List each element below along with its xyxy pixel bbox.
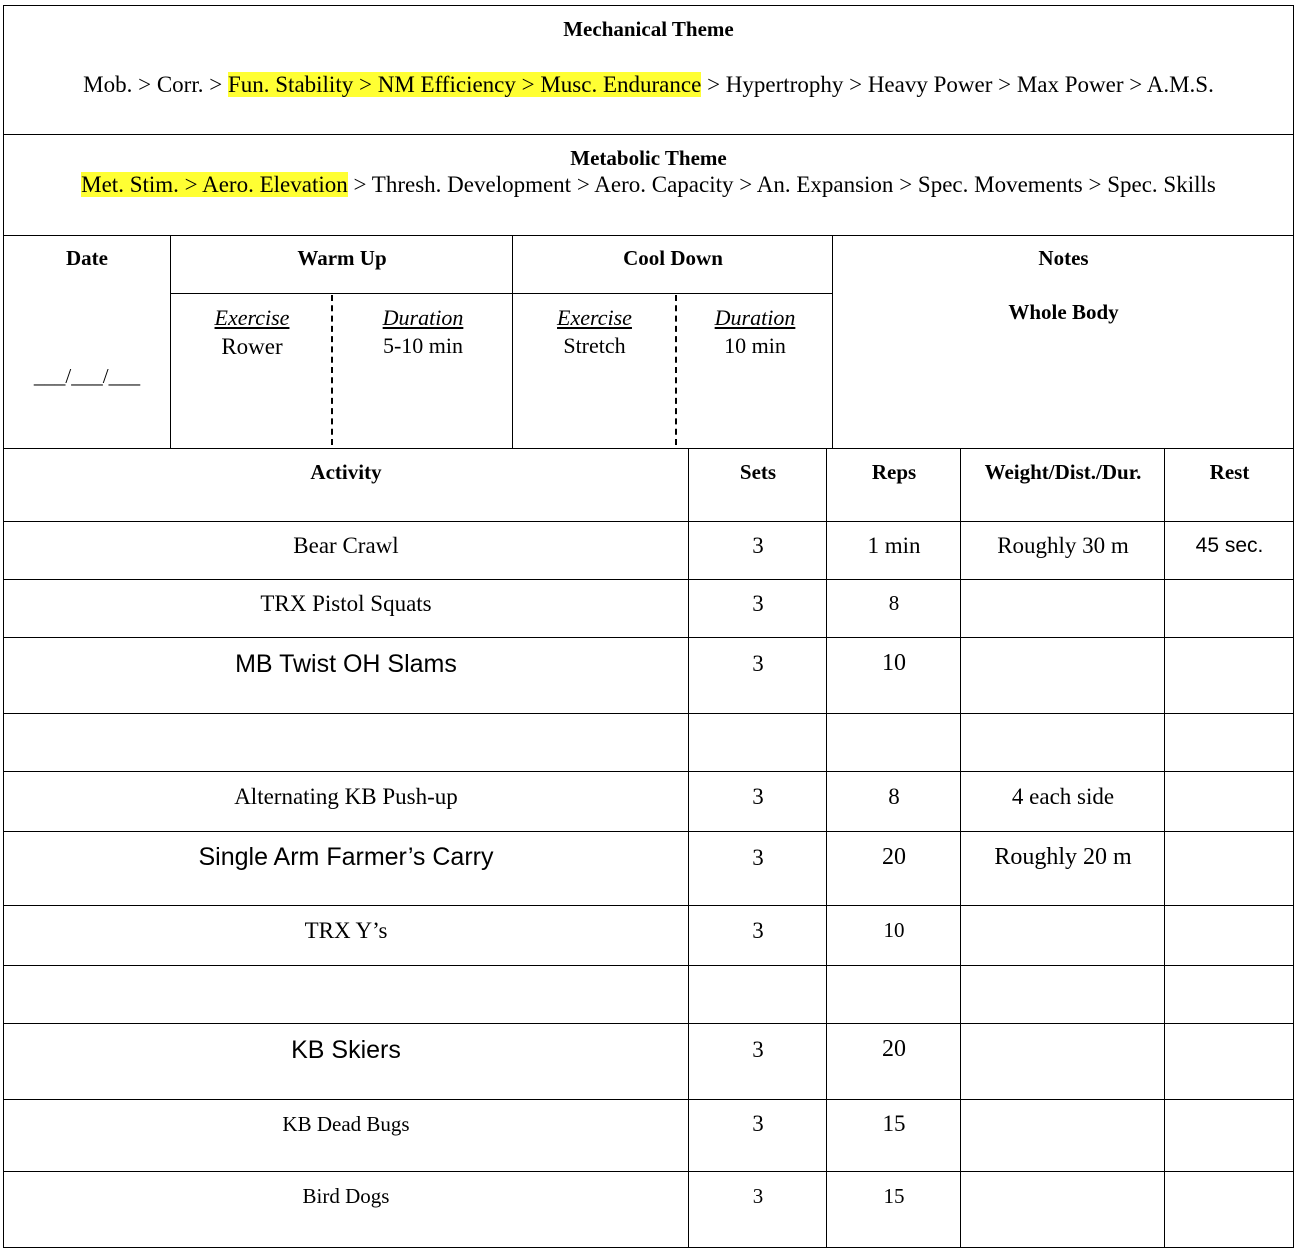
row-activity: TRX Pistol Squats — [260, 591, 432, 616]
mechanical-theme-sequence — [3, 72, 1294, 98]
row-sets: 3 — [752, 1037, 764, 1062]
col-header-activity: Activity — [310, 460, 382, 484]
row-sets: 3 — [752, 1111, 764, 1136]
mechanical-step: Heavy Power — [867, 72, 993, 97]
row-reps: 15 — [883, 1184, 905, 1208]
sequence-separator: > — [1123, 72, 1147, 97]
metabolic-step: Spec. Movements — [917, 172, 1083, 197]
row-sets: 3 — [752, 651, 764, 676]
mechanical-step: Hypertrophy — [725, 72, 844, 97]
row-rest: 45 sec. — [1195, 534, 1264, 557]
col-header-reps: Reps — [871, 460, 917, 484]
sequence-separator: > — [132, 72, 157, 97]
cooldown-label: Cool Down — [623, 246, 723, 270]
row-activity: TRX Y’s — [304, 918, 388, 943]
sequence-separator: > — [843, 72, 868, 97]
col-header-weight: Weight/Dist./Dur. — [984, 460, 1142, 484]
row-activity: KB Skiers — [291, 1036, 401, 1064]
mechanical-theme-title: Mechanical Theme — [563, 17, 734, 41]
cooldown-exercise-label: Exercise — [557, 305, 632, 330]
mechanical-step: Fun. Stability — [227, 72, 354, 97]
sequence-separator: > — [203, 72, 228, 97]
date-label: Date — [66, 246, 108, 270]
row-activity: Bird Dogs — [302, 1184, 390, 1208]
warmup-exercise: Rower — [221, 334, 283, 359]
metabolic-theme-sequence — [3, 172, 1294, 198]
row-reps: 15 — [882, 1111, 906, 1136]
mechanical-step: Musc. Endurance — [540, 72, 702, 97]
mechanical-step: Corr. — [156, 72, 204, 97]
mechanical-step: Mob. — [83, 72, 133, 97]
row-weight: Roughly 30 m — [997, 533, 1129, 558]
row-activity: Bear Crawl — [293, 533, 399, 558]
sequence-separator: > — [347, 172, 372, 197]
col-header-sets: Sets — [739, 460, 777, 484]
row-reps: 8 — [888, 784, 900, 809]
sequence-separator: > — [178, 172, 203, 197]
sequence-separator: > — [733, 172, 757, 197]
mechanical-highlighted-steps — [228, 72, 701, 97]
row-sets: 3 — [752, 533, 764, 558]
cooldown-exercise: Stretch — [563, 333, 626, 358]
row-weight: 4 each side — [1011, 784, 1115, 809]
sequence-separator: > — [701, 72, 726, 97]
sequence-separator: > — [571, 172, 595, 197]
warmup-label: Warm Up — [297, 246, 387, 270]
warmup-duration-label: Duration — [382, 305, 464, 330]
sequence-separator: > — [353, 72, 378, 97]
metabolic-step: Met. Stim. — [81, 172, 179, 197]
row-activity: Alternating KB Push-up — [234, 784, 458, 809]
row-weight: Roughly 20 m — [994, 844, 1132, 870]
metabolic-step: Spec. Skills — [1107, 172, 1216, 197]
mechanical-step: A.M.S. — [1146, 72, 1214, 97]
row-sets: 3 — [752, 1184, 764, 1208]
cooldown-duration: 10 min — [724, 333, 786, 358]
row-activity: KB Dead Bugs — [282, 1112, 410, 1136]
metabolic-step: Thresh. Development — [371, 172, 572, 197]
mechanical-step: Max Power — [1016, 72, 1124, 97]
row-reps: 10 — [883, 918, 905, 942]
notes-value: Whole Body — [1008, 300, 1119, 324]
row-sets: 3 — [752, 784, 764, 809]
metabolic-step: An. Expansion — [756, 172, 894, 197]
metabolic-step: Aero. Elevation — [202, 172, 348, 197]
row-reps: 10 — [882, 650, 906, 676]
row-activity: MB Twist OH Slams — [235, 650, 457, 678]
date-blank-field[interactable]: ___/___/___ — [33, 364, 141, 388]
sequence-separator: > — [893, 172, 918, 197]
metabolic-theme-title: Metabolic Theme — [570, 146, 727, 170]
row-reps: 8 — [888, 591, 900, 615]
sequence-separator: > — [1082, 172, 1108, 197]
sequence-separator: > — [992, 72, 1017, 97]
row-reps: 1 min — [867, 533, 921, 558]
row-sets: 3 — [752, 845, 764, 870]
notes-label: Notes — [1038, 246, 1089, 270]
metabolic-highlighted-steps — [81, 172, 348, 197]
row-reps: 20 — [882, 1036, 906, 1062]
col-header-rest: Rest — [1209, 460, 1250, 484]
warmup-duration: 5-10 min — [382, 333, 464, 358]
cooldown-duration-label: Duration — [714, 305, 796, 330]
warmup-exercise-label: Exercise — [214, 305, 290, 330]
sequence-separator: > — [515, 72, 541, 97]
row-sets: 3 — [752, 918, 764, 943]
row-sets: 3 — [752, 591, 764, 616]
row-activity: Single Arm Farmer’s Carry — [198, 843, 494, 871]
mechanical-step: NM Efficiency — [377, 72, 516, 97]
row-reps: 20 — [882, 844, 906, 870]
metabolic-step: Aero. Capacity — [594, 172, 734, 197]
